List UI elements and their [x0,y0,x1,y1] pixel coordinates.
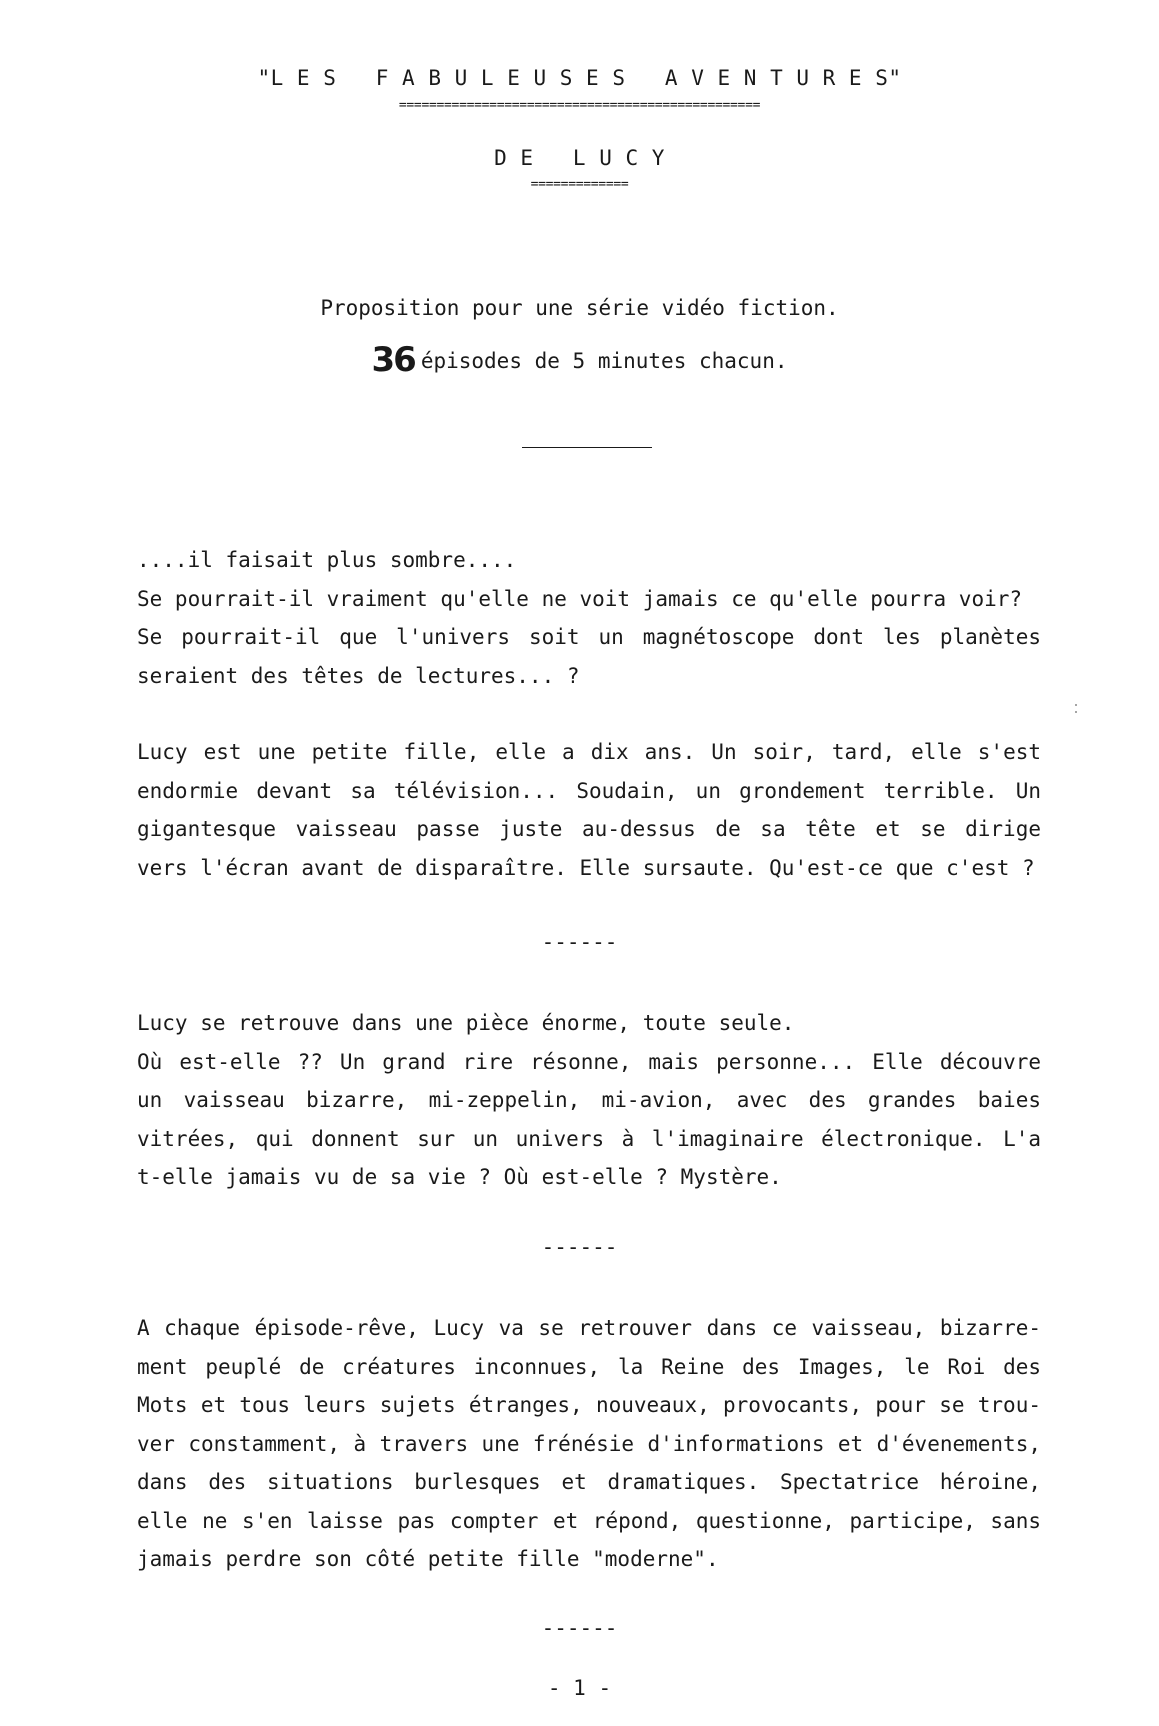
separator-3: ------ [541,1616,618,1640]
paragraph-line: A chaque épisode-rêve, Lucy va se retrouver dans ce vaisseau, bizarre- [137,1316,1041,1340]
horizontal-rule [522,447,652,448]
paragraph-line: vers l'écran avant de disparaître. Elle sursaute. Qu'est-ce que c'est ? [137,855,1035,880]
page-number: - 1 - [547,1676,612,1700]
paragraph-line: jamais perdre son côté petite fille "moderne". [137,1547,719,1571]
paragraph-line: gigantesque vaisseau passe juste au-dessus de sa tête et se dirige [137,817,1041,841]
title-underline-1: ================================================ [398,98,761,113]
episodes-number: 36 [371,340,415,380]
paragraph-line: seraient des têtes de lectures... ? [137,663,580,688]
title-line-2: D E L U C Y [494,146,665,170]
scan-speck [1075,704,1077,706]
paragraph-line: endormie devant sa télévision... Soudain, un grondement terrible. Un [137,778,1041,803]
episodes-text: épisodes de 5 minutes chacun. [420,349,788,373]
paragraph-line: elle ne s'en laisse pas compter et répond, questionne, participe, sans [137,1508,1041,1533]
paragraph-1 [137,541,1041,695]
paragraph-line: Mots et tous leurs sujets étranges, nouveaux, provocants, pour se trou- [137,1393,1041,1417]
paragraph-line: Se pourrait-il que l'univers soit un magnétoscope dont les planètes [137,625,1041,649]
separator-2: ------ [541,1235,618,1259]
scan-speck [1075,711,1077,713]
title-underline-2: ============= [530,177,629,192]
episodes-line [0,340,1159,380]
paragraph-line: Se pourrait-il vraiment qu'elle ne voit jamais ce qu'elle pourra voir? [137,586,1023,611]
paragraph-line: ment peuplé de créatures inconnues, la Reine des Images, le Roi des [137,1354,1041,1379]
paragraph-line: Lucy se retrouve dans une pièce énorme, toute seule. [137,1011,795,1035]
paragraph-line: dans des situations burlesques et dramatiques. Spectatrice héroine, [137,1470,1041,1494]
paragraph-line: ver constamment, à travers une frénésie d'informations et d'évenements, [137,1431,1041,1456]
title-line-1: "L E S F A B U L E U S E S A V E N T U R E S" [257,66,902,90]
paragraph-3 [137,1004,1041,1197]
paragraph-line: Où est-elle ?? Un grand rire résonne, mais personne... Elle découvre [137,1049,1041,1074]
paragraph-line: vitrées, qui donnent sur un univers à l'imaginaire électronique. L'a [137,1126,1041,1151]
paragraph-4 [137,1309,1041,1579]
separator-1: ------ [541,930,618,954]
paragraph-line: Lucy est une petite fille, elle a dix ans. Un soir, tard, elle s'est [137,740,1041,764]
paragraph-line: ....il faisait plus sombre.... [137,548,517,572]
proposal-line: Proposition pour une série vidéo fiction. [320,296,839,320]
paragraph-line: t-elle jamais vu de sa vie ? Où est-elle ? Mystère. [137,1165,782,1189]
paragraph-line: un vaisseau bizarre, mi-zeppelin, mi-avion, avec des grandes baies [137,1088,1041,1112]
paragraph-2 [137,733,1041,887]
